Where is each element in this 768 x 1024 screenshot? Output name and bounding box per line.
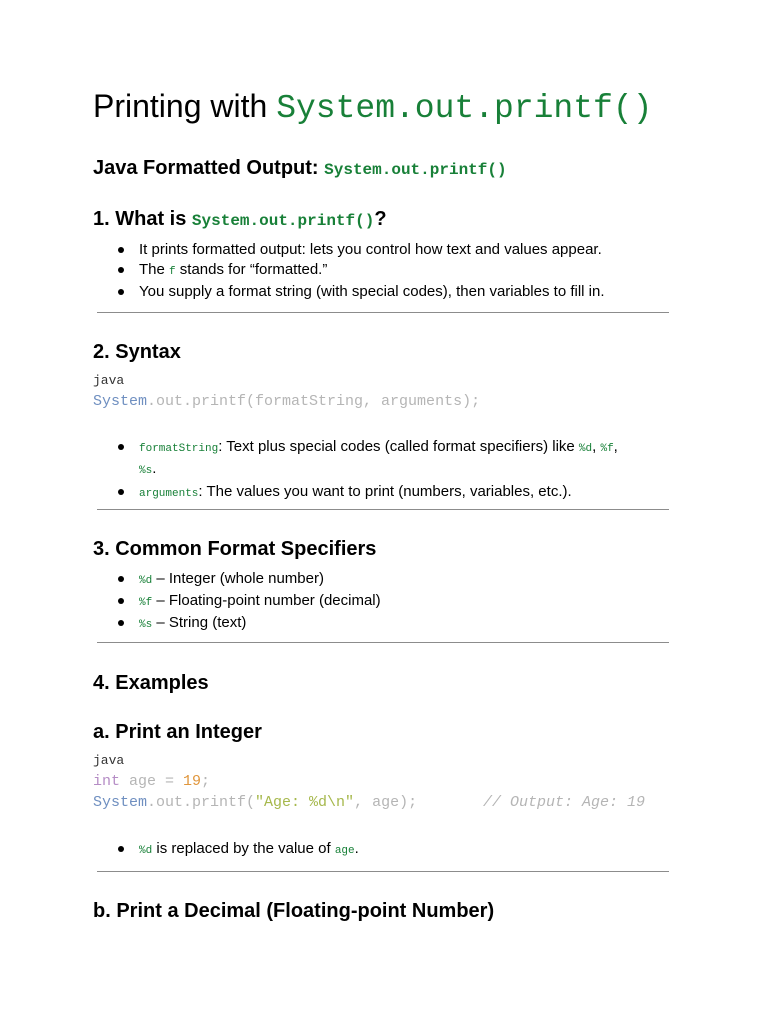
inline-code: %f bbox=[600, 443, 614, 455]
list-item-text: : Text plus special codes (called format specifiers) like bbox=[218, 438, 579, 455]
horizontal-divider bbox=[97, 642, 669, 643]
list-item bbox=[93, 260, 605, 282]
section-2-list bbox=[93, 437, 673, 504]
horizontal-divider bbox=[97, 509, 669, 510]
section-4-heading: 4. Examples bbox=[93, 672, 209, 694]
list-item-text: – String (text) bbox=[152, 614, 247, 631]
horizontal-divider bbox=[97, 871, 669, 872]
inline-code: %f bbox=[139, 597, 153, 609]
list-item-text: . bbox=[152, 460, 157, 477]
list-item bbox=[93, 437, 673, 481]
inline-code: arguments bbox=[139, 488, 199, 500]
inline-code: formatString bbox=[139, 443, 219, 455]
inline-code: %d bbox=[139, 575, 153, 587]
subsection-a-heading: a. Print an Integer bbox=[93, 721, 262, 743]
list-item bbox=[93, 282, 605, 302]
section-1-heading bbox=[93, 208, 387, 231]
code-language-label: java bbox=[93, 753, 125, 768]
code-token: age = bbox=[120, 773, 184, 790]
horizontal-divider bbox=[97, 312, 669, 313]
code-token: System bbox=[93, 794, 148, 811]
inline-code: %d bbox=[578, 443, 593, 455]
code-token: ; bbox=[201, 773, 211, 790]
inline-code: age bbox=[334, 845, 355, 857]
code-line bbox=[93, 794, 417, 811]
inline-code: %d bbox=[139, 845, 153, 857]
section-1-list bbox=[93, 240, 605, 302]
list-item-text: The bbox=[139, 261, 170, 278]
code-comment: // Output: Age: 19 bbox=[483, 794, 646, 811]
subsection-b-heading: b. Print a Decimal (Floating-point Number) bbox=[93, 900, 495, 922]
section-1-heading-code: System.out.printf() bbox=[191, 212, 375, 230]
page-title-code: System.out.printf() bbox=[276, 90, 653, 127]
list-item-text: , bbox=[592, 438, 601, 455]
list-item-text: , bbox=[613, 438, 618, 455]
page-title-text: Printing with bbox=[93, 88, 277, 124]
section-1-heading-suffix: ? bbox=[374, 208, 387, 230]
list-item bbox=[93, 613, 381, 635]
list-item bbox=[93, 839, 359, 861]
list-item bbox=[93, 569, 381, 591]
section-2-heading: 2. Syntax bbox=[93, 341, 181, 363]
list-item-text: . bbox=[354, 840, 359, 857]
code-token: System bbox=[93, 393, 148, 410]
list-item-text: : The values you want to print (numbers, variables, etc.). bbox=[198, 483, 572, 500]
list-item bbox=[93, 482, 673, 504]
inline-code: %s bbox=[139, 465, 153, 477]
document-subtitle bbox=[93, 157, 507, 180]
code-token: , age); bbox=[354, 794, 418, 811]
code-language-label: java bbox=[93, 373, 125, 388]
list-item-text: – Integer (whole number) bbox=[152, 570, 324, 587]
code-line bbox=[93, 393, 480, 410]
code-token: "Age: %d\n" bbox=[255, 794, 355, 811]
list-item-text: You supply a format string (with special codes), then variables to fill in. bbox=[139, 283, 605, 300]
page-title bbox=[93, 88, 652, 127]
list-item-text: It prints formatted output: lets you control how text and values appear. bbox=[139, 241, 602, 258]
list-item-text: stands for “formatted.” bbox=[175, 261, 328, 278]
subtitle-code: System.out.printf() bbox=[324, 161, 507, 179]
list-item bbox=[93, 591, 381, 613]
inline-code: f bbox=[169, 266, 176, 278]
code-token: .out.printf( bbox=[147, 794, 256, 811]
section-3-heading: 3. Common Format Specifiers bbox=[93, 538, 377, 560]
code-token: int bbox=[93, 773, 121, 790]
section-3-list bbox=[93, 569, 381, 635]
list-item bbox=[93, 240, 605, 260]
subsection-a-list bbox=[93, 839, 359, 861]
code-token: .out.printf(formatString, arguments); bbox=[147, 393, 481, 410]
subtitle-text: Java Formatted Output: bbox=[93, 157, 325, 179]
list-item-text: – Floating-point number (decimal) bbox=[152, 592, 381, 609]
code-line bbox=[93, 773, 210, 790]
list-item-text: is replaced by the value of bbox=[152, 840, 335, 857]
inline-code: %s bbox=[139, 619, 153, 631]
section-1-heading-text: 1. What is bbox=[93, 208, 192, 230]
code-token: 19 bbox=[183, 773, 202, 790]
